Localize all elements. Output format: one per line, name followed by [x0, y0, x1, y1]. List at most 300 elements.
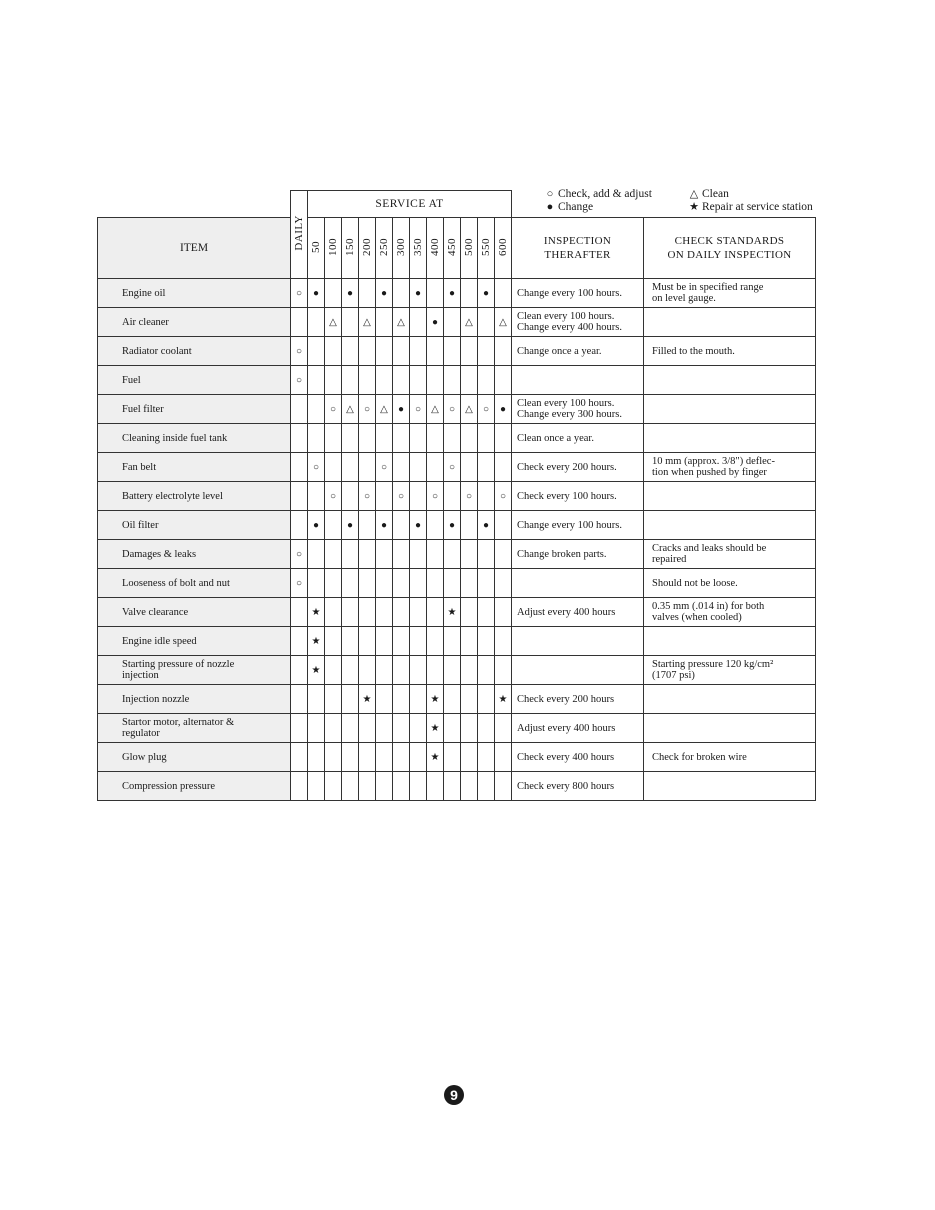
schedule-cell — [478, 453, 495, 482]
schedule-cell — [410, 395, 427, 424]
schedule-cell — [427, 279, 444, 308]
standards-header: CHECK STANDARDS ON DAILY INSPECTION — [644, 218, 816, 279]
schedule-cell — [427, 627, 444, 656]
item-name: Engine idle speed — [98, 627, 291, 656]
schedule-cell — [325, 511, 342, 540]
schedule-cell — [376, 279, 393, 308]
interval-header: 100 — [325, 218, 342, 279]
interval-header: 300 — [393, 218, 410, 279]
daily-check-standard — [644, 308, 816, 337]
table-row — [98, 279, 816, 308]
legend-repair-label: Repair at service station — [702, 201, 813, 213]
schedule-cell — [410, 308, 427, 337]
schedule-cell — [495, 424, 512, 453]
inspection-thereafter: Check every 100 hours. — [512, 482, 644, 511]
schedule-cell — [495, 569, 512, 598]
open-circle-icon: ○ — [295, 345, 303, 357]
schedule-cell — [342, 337, 359, 366]
inspection-thereafter: Check every 200 hours. — [512, 453, 644, 482]
filled-circle-icon: ● — [380, 519, 388, 531]
schedule-cell — [410, 337, 427, 366]
schedule-cell — [495, 453, 512, 482]
daily-check-standard: 10 mm (approx. 3/8") deflec- tion when pushed by finger — [644, 453, 816, 482]
schedule-cell — [359, 453, 376, 482]
schedule-cell — [376, 424, 393, 453]
schedule-cell — [376, 598, 393, 627]
schedule-cell — [376, 656, 393, 685]
item-name: Starting pressure of nozzle injection — [98, 656, 291, 685]
schedule-cell — [444, 685, 461, 714]
item-name: Fuel filter — [98, 395, 291, 424]
schedule-cell — [308, 453, 325, 482]
schedule-cell — [393, 511, 410, 540]
schedule-cell — [359, 540, 376, 569]
schedule-cell — [359, 366, 376, 395]
schedule-cell — [478, 395, 495, 424]
triangle-icon: △ — [465, 316, 473, 328]
schedule-cell — [325, 279, 342, 308]
open-circle-icon: ○ — [431, 490, 439, 502]
open-circle-icon: ○ — [448, 461, 456, 473]
star-icon: ★ — [447, 606, 457, 618]
schedule-cell — [444, 772, 461, 801]
table-row — [98, 366, 816, 395]
schedule-cell — [393, 308, 410, 337]
schedule-cell — [444, 279, 461, 308]
schedule-cell — [291, 772, 308, 801]
schedule-cell — [308, 569, 325, 598]
schedule-cell — [342, 627, 359, 656]
inspection-thereafter — [512, 627, 644, 656]
schedule-cell — [342, 714, 359, 743]
schedule-cell — [444, 308, 461, 337]
legend-check-label: Check, add & adjust — [558, 188, 652, 200]
triangle-icon: △ — [329, 316, 337, 328]
schedule-cell — [308, 482, 325, 511]
filled-circle-icon: ● — [312, 519, 320, 531]
table-row — [98, 714, 816, 743]
schedule-cell — [376, 569, 393, 598]
item-name: Startor motor, alternator & regulator — [98, 714, 291, 743]
schedule-cell — [444, 540, 461, 569]
interval-header: 250 — [376, 218, 393, 279]
schedule-cell — [495, 482, 512, 511]
schedule-cell — [291, 453, 308, 482]
schedule-cell — [342, 366, 359, 395]
filled-circle-icon: ● — [482, 519, 490, 531]
schedule-cell — [393, 714, 410, 743]
schedule-cell — [359, 279, 376, 308]
schedule-cell — [342, 482, 359, 511]
schedule-cell — [410, 598, 427, 627]
open-circle-icon: ○ — [329, 490, 337, 502]
schedule-cell — [308, 685, 325, 714]
schedule-cell — [478, 482, 495, 511]
schedule-cell — [342, 279, 359, 308]
schedule-cell — [376, 308, 393, 337]
filled-circle-icon: ● — [346, 519, 354, 531]
schedule-cell — [325, 540, 342, 569]
schedule-cell — [291, 308, 308, 337]
schedule-cell — [427, 482, 444, 511]
schedule-cell — [478, 337, 495, 366]
schedule-cell — [461, 598, 478, 627]
schedule-cell — [359, 569, 376, 598]
inspection-thereafter: Adjust every 400 hours — [512, 598, 644, 627]
schedule-cell — [308, 395, 325, 424]
schedule-cell — [461, 540, 478, 569]
schedule-cell — [376, 685, 393, 714]
schedule-cell — [291, 482, 308, 511]
schedule-cell — [495, 685, 512, 714]
inspection-thereafter: Change every 100 hours. — [512, 511, 644, 540]
schedule-cell — [427, 743, 444, 772]
schedule-cell — [495, 656, 512, 685]
inspection-thereafter: Change broken parts. — [512, 540, 644, 569]
table-row — [98, 540, 816, 569]
inspection-thereafter — [512, 569, 644, 598]
daily-check-standard — [644, 772, 816, 801]
schedule-cell — [325, 482, 342, 511]
schedule-cell — [376, 511, 393, 540]
schedule-cell — [342, 308, 359, 337]
schedule-cell — [427, 395, 444, 424]
triangle-icon: △ — [346, 403, 354, 415]
open-circle-icon: ○ — [448, 403, 456, 415]
inspection-thereafter: Check every 200 hours — [512, 685, 644, 714]
schedule-cell — [461, 279, 478, 308]
schedule-cell — [495, 772, 512, 801]
schedule-cell — [291, 395, 308, 424]
item-name: Engine oil — [98, 279, 291, 308]
star-icon: ★ — [430, 722, 440, 734]
schedule-cell — [359, 627, 376, 656]
schedule-cell — [325, 598, 342, 627]
star-icon: ★ — [311, 635, 321, 647]
schedule-cell — [376, 772, 393, 801]
schedule-cell — [376, 743, 393, 772]
schedule-cell — [342, 598, 359, 627]
schedule-cell — [478, 685, 495, 714]
schedule-cell — [308, 656, 325, 685]
schedule-cell — [308, 308, 325, 337]
schedule-cell — [461, 511, 478, 540]
item-name: Compression pressure — [98, 772, 291, 801]
open-circle-icon: ○ — [363, 490, 371, 502]
triangle-icon: △ — [397, 316, 405, 328]
item-name: Air cleaner — [98, 308, 291, 337]
open-circle-icon: ○ — [546, 188, 554, 200]
schedule-cell — [308, 366, 325, 395]
daily-check-standard: Cracks and leaks should be repaired — [644, 540, 816, 569]
schedule-cell — [342, 453, 359, 482]
schedule-cell — [410, 569, 427, 598]
star-icon: ★ — [311, 606, 321, 618]
schedule-cell — [393, 685, 410, 714]
daily-check-standard: Should not be loose. — [644, 569, 816, 598]
schedule-cell — [291, 627, 308, 656]
open-circle-icon: ○ — [329, 403, 337, 415]
schedule-cell — [342, 743, 359, 772]
schedule-cell — [427, 308, 444, 337]
daily-check-standard — [644, 395, 816, 424]
filled-circle-icon: ● — [397, 403, 405, 415]
schedule-cell — [444, 656, 461, 685]
schedule-cell — [461, 656, 478, 685]
schedule-cell — [495, 337, 512, 366]
schedule-cell — [325, 627, 342, 656]
schedule-cell — [495, 598, 512, 627]
schedule-cell — [478, 540, 495, 569]
schedule-cell — [308, 511, 325, 540]
schedule-cell — [461, 772, 478, 801]
schedule-cell — [410, 511, 427, 540]
schedule-cell — [342, 656, 359, 685]
schedule-cell — [342, 424, 359, 453]
schedule-cell — [325, 337, 342, 366]
schedule-cell — [359, 424, 376, 453]
schedule-cell — [410, 627, 427, 656]
schedule-cell — [393, 482, 410, 511]
schedule-cell — [308, 772, 325, 801]
schedule-cell — [495, 743, 512, 772]
schedule-cell — [444, 395, 461, 424]
schedule-cell — [291, 366, 308, 395]
schedule-cell — [410, 685, 427, 714]
table-row — [98, 656, 816, 685]
star-icon: ★ — [430, 751, 440, 763]
schedule-cell — [325, 395, 342, 424]
daily-check-standard — [644, 424, 816, 453]
schedule-cell — [478, 366, 495, 395]
table-row — [98, 308, 816, 337]
maintenance-schedule-table — [97, 190, 816, 801]
item-name: Valve clearance — [98, 598, 291, 627]
schedule-cell — [308, 743, 325, 772]
schedule-cell — [359, 482, 376, 511]
schedule-cell — [325, 772, 342, 801]
interval-header: 550 — [478, 218, 495, 279]
item-name: Radiator coolant — [98, 337, 291, 366]
triangle-icon: △ — [465, 403, 473, 415]
schedule-cell — [308, 337, 325, 366]
daily-check-standard: Filled to the mouth. — [644, 337, 816, 366]
table-row — [98, 337, 816, 366]
schedule-cell — [393, 395, 410, 424]
item-name: Battery electrolyte level — [98, 482, 291, 511]
schedule-cell — [495, 511, 512, 540]
star-icon: ★ — [362, 693, 372, 705]
daily-check-standard: Starting pressure 120 kg/cm² (1707 psi) — [644, 656, 816, 685]
filled-circle-icon: ● — [312, 287, 320, 299]
interval-header: 150 — [342, 218, 359, 279]
star-icon: ★ — [689, 201, 699, 213]
star-icon: ★ — [498, 693, 508, 705]
star-icon: ★ — [311, 664, 321, 676]
item-name: Injection nozzle — [98, 685, 291, 714]
interval-header: 200 — [359, 218, 376, 279]
schedule-cell — [444, 598, 461, 627]
triangle-icon: △ — [380, 403, 388, 415]
schedule-cell — [308, 424, 325, 453]
schedule-cell — [291, 714, 308, 743]
schedule-cell — [444, 366, 461, 395]
schedule-cell — [495, 279, 512, 308]
schedule-cell — [461, 453, 478, 482]
schedule-cell — [359, 395, 376, 424]
schedule-cell — [495, 540, 512, 569]
schedule-cell — [393, 279, 410, 308]
schedule-cell — [461, 714, 478, 743]
schedule-cell — [427, 511, 444, 540]
legend-clean-label: Clean — [702, 188, 729, 200]
table-row — [98, 453, 816, 482]
schedule-cell — [427, 714, 444, 743]
schedule-cell — [342, 772, 359, 801]
schedule-cell — [393, 772, 410, 801]
inspection-thereafter: Clean every 100 hours. Change every 300 hours. — [512, 395, 644, 424]
schedule-cell — [478, 598, 495, 627]
item-name: Cleaning inside fuel tank — [98, 424, 291, 453]
schedule-cell — [427, 337, 444, 366]
daily-check-standard: Check for broken wire — [644, 743, 816, 772]
item-name: Glow plug — [98, 743, 291, 772]
daily-check-standard: 0.35 mm (.014 in) for both valves (when cooled) — [644, 598, 816, 627]
table-row — [98, 685, 816, 714]
inspection-header: INSPECTION THERAFTER — [512, 218, 644, 279]
schedule-cell — [325, 424, 342, 453]
schedule-cell — [359, 714, 376, 743]
schedule-cell — [444, 569, 461, 598]
inspection-thereafter: Check every 800 hours — [512, 772, 644, 801]
schedule-cell — [393, 540, 410, 569]
schedule-cell — [291, 685, 308, 714]
schedule-cell — [444, 453, 461, 482]
schedule-cell — [461, 685, 478, 714]
schedule-cell — [444, 424, 461, 453]
schedule-cell — [410, 540, 427, 569]
open-circle-icon: ○ — [295, 548, 303, 560]
inspection-thereafter — [512, 366, 644, 395]
triangle-icon: △ — [431, 403, 439, 415]
page-number: 9 — [444, 1085, 464, 1105]
interval-header: 350 — [410, 218, 427, 279]
triangle-icon: △ — [363, 316, 371, 328]
filled-circle-icon: ● — [431, 316, 439, 328]
schedule-cell — [410, 453, 427, 482]
schedule-cell — [495, 366, 512, 395]
schedule-cell — [325, 685, 342, 714]
schedule-cell — [444, 743, 461, 772]
daily-check-standard — [644, 511, 816, 540]
schedule-cell — [478, 772, 495, 801]
schedule-cell — [410, 714, 427, 743]
interval-header: 400 — [427, 218, 444, 279]
schedule-cell — [478, 714, 495, 743]
daily-check-standard — [644, 482, 816, 511]
schedule-cell — [478, 569, 495, 598]
interval-header: 50 — [308, 218, 325, 279]
schedule-cell — [342, 569, 359, 598]
schedule-cell — [461, 743, 478, 772]
schedule-cell — [376, 714, 393, 743]
schedule-cell — [410, 424, 427, 453]
schedule-cell — [461, 366, 478, 395]
inspection-thereafter: Change every 100 hours. — [512, 279, 644, 308]
schedule-cell — [376, 540, 393, 569]
schedule-cell — [478, 656, 495, 685]
schedule-cell — [393, 743, 410, 772]
schedule-cell — [291, 511, 308, 540]
schedule-cell — [393, 424, 410, 453]
open-circle-icon: ○ — [295, 374, 303, 386]
open-circle-icon: ○ — [482, 403, 490, 415]
item-name: Looseness of bolt and nut — [98, 569, 291, 598]
schedule-cell — [478, 279, 495, 308]
schedule-cell — [325, 743, 342, 772]
table-row — [98, 395, 816, 424]
schedule-cell — [325, 656, 342, 685]
schedule-cell — [410, 743, 427, 772]
daily-check-standard — [644, 685, 816, 714]
open-circle-icon: ○ — [380, 461, 388, 473]
schedule-cell — [410, 772, 427, 801]
schedule-cell — [478, 308, 495, 337]
schedule-cell — [410, 366, 427, 395]
schedule-cell — [495, 308, 512, 337]
filled-circle-icon: ● — [414, 287, 422, 299]
schedule-cell — [342, 540, 359, 569]
filled-circle-icon: ● — [380, 287, 388, 299]
schedule-cell — [359, 337, 376, 366]
schedule-cell — [495, 627, 512, 656]
schedule-cell — [359, 743, 376, 772]
schedule-cell — [478, 743, 495, 772]
schedule-cell — [308, 279, 325, 308]
interval-header: 500 — [461, 218, 478, 279]
schedule-cell — [291, 598, 308, 627]
daily-check-standard — [644, 627, 816, 656]
schedule-cell — [376, 627, 393, 656]
schedule-cell — [393, 366, 410, 395]
filled-circle-icon: ● — [346, 287, 354, 299]
schedule-cell — [393, 627, 410, 656]
filled-circle-icon: ● — [499, 403, 507, 415]
schedule-cell — [376, 453, 393, 482]
schedule-cell — [461, 337, 478, 366]
open-circle-icon: ○ — [465, 490, 473, 502]
schedule-cell — [495, 395, 512, 424]
schedule-cell — [359, 511, 376, 540]
inspection-thereafter — [512, 656, 644, 685]
schedule-cell — [410, 482, 427, 511]
schedule-cell — [308, 540, 325, 569]
service-at-header: SERVICE AT — [308, 191, 512, 218]
inspection-thereafter: Adjust every 400 hours — [512, 714, 644, 743]
schedule-cell — [308, 598, 325, 627]
interval-header: 600 — [495, 218, 512, 279]
schedule-cell — [427, 598, 444, 627]
schedule-cell — [478, 424, 495, 453]
open-circle-icon: ○ — [312, 461, 320, 473]
schedule-cell — [325, 569, 342, 598]
inspection-thereafter: Clean every 100 hours. Change every 400 hours. — [512, 308, 644, 337]
schedule-cell — [291, 279, 308, 308]
schedule-cell — [444, 511, 461, 540]
table-row — [98, 743, 816, 772]
schedule-cell — [291, 424, 308, 453]
schedule-cell — [461, 308, 478, 337]
